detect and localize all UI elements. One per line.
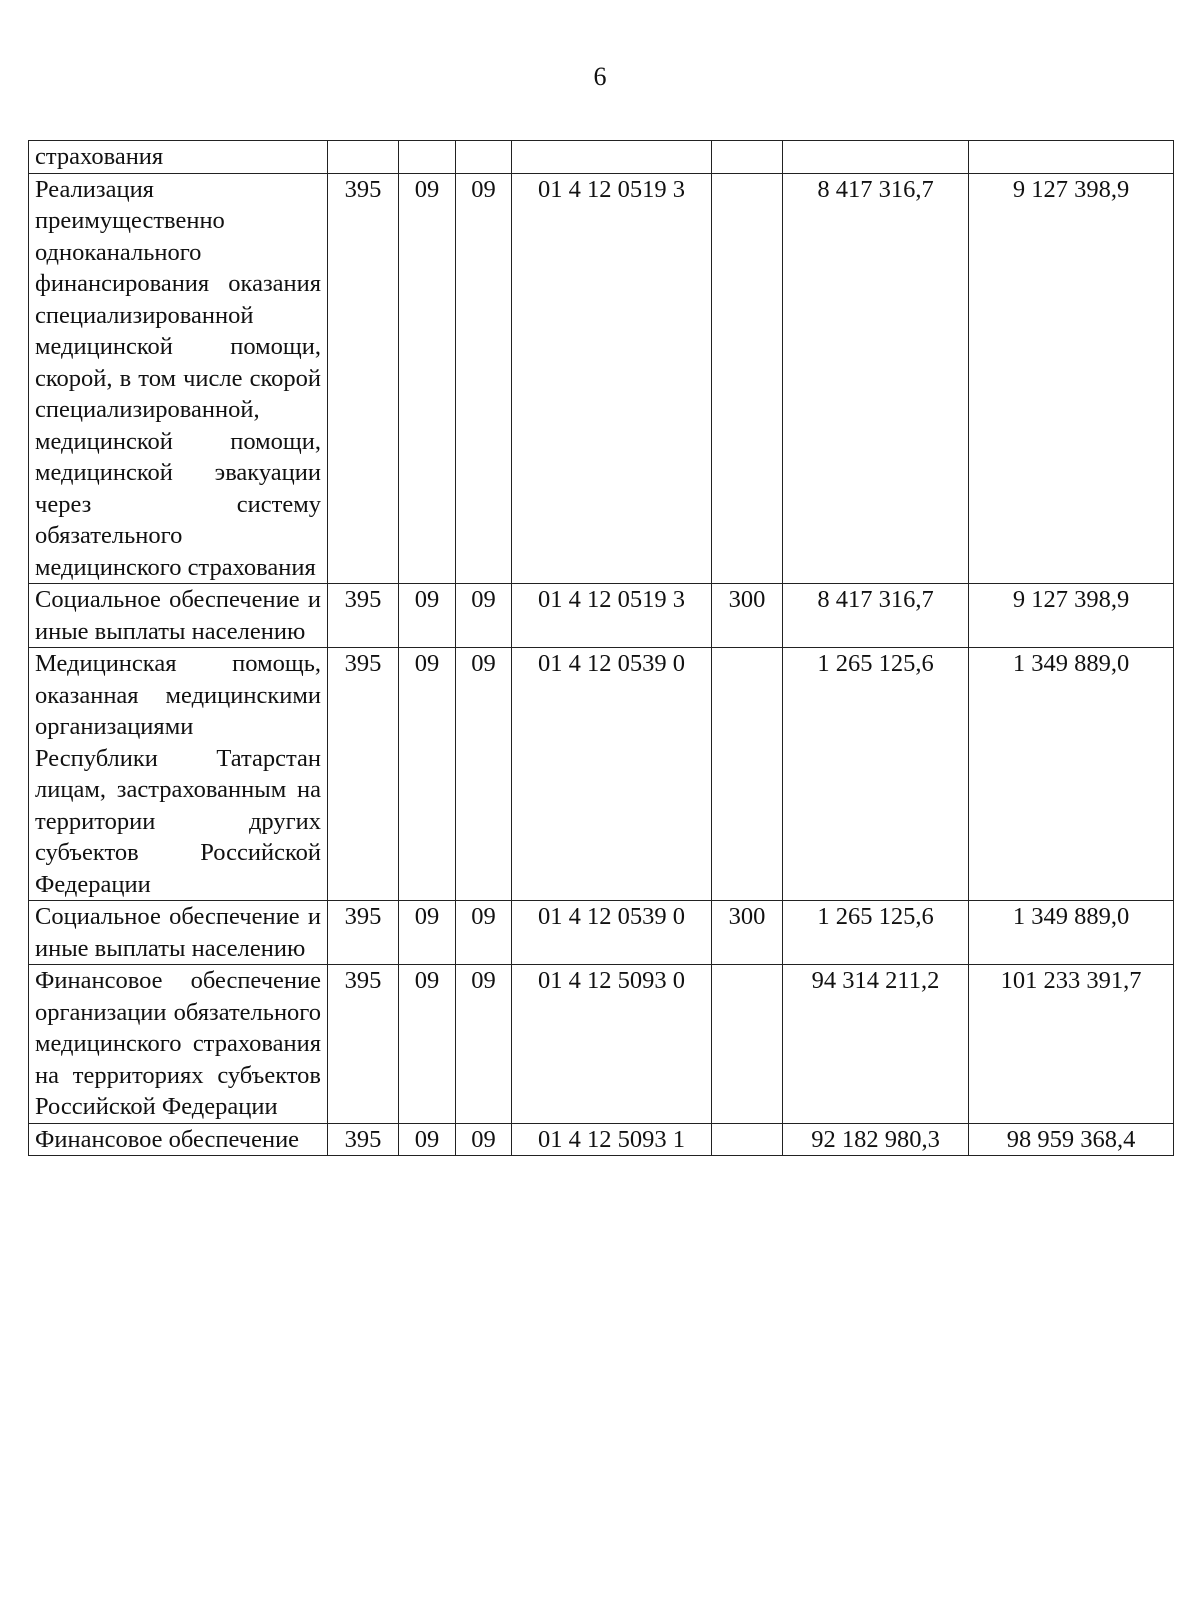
row-target-article-code: 01 4 12 0519 3 — [512, 584, 712, 648]
row-ministry-code: 395 — [328, 965, 399, 1124]
row-amount-year1: 8 417 316,7 — [783, 584, 969, 648]
row-expense-type-code — [712, 648, 783, 901]
row-ministry-code: 395 — [328, 1123, 399, 1156]
row-target-article-code — [512, 141, 712, 174]
row-amount-year2: 9 127 398,9 — [969, 584, 1174, 648]
row-expense-type-code: 300 — [712, 901, 783, 965]
row-amount-year1 — [783, 141, 969, 174]
row-ministry-code: 395 — [328, 584, 399, 648]
row-amount-year1: 1 265 125,6 — [783, 648, 969, 901]
row-ministry-code: 395 — [328, 901, 399, 965]
row-section-code: 09 — [399, 901, 456, 965]
page-number: 6 — [593, 62, 607, 91]
row-subsection-code: 09 — [456, 901, 512, 965]
row-amount-year1: 1 265 125,6 — [783, 901, 969, 965]
row-target-article-code: 01 4 12 0519 3 — [512, 173, 712, 584]
table-row — [29, 901, 1174, 965]
budget-table — [28, 140, 1174, 1156]
row-section-code: 09 — [399, 648, 456, 901]
row-name: Финансовое обеспечение организации обязательного медицинского страхования на территориях субъектов Российской Федерации — [29, 965, 328, 1124]
row-target-article-code: 01 4 12 5093 1 — [512, 1123, 712, 1156]
row-subsection-code: 09 — [456, 173, 512, 584]
table-row — [29, 584, 1174, 648]
row-name: Социальное обеспечение и иные выплаты населению — [29, 901, 328, 965]
row-ministry-code: 395 — [328, 173, 399, 584]
row-expense-type-code: 300 — [712, 584, 783, 648]
row-subsection-code: 09 — [456, 965, 512, 1124]
row-section-code — [399, 141, 456, 174]
row-section-code: 09 — [399, 173, 456, 584]
row-ministry-code — [328, 141, 399, 174]
row-expense-type-code — [712, 141, 783, 174]
row-expense-type-code — [712, 1123, 783, 1156]
row-section-code: 09 — [399, 965, 456, 1124]
row-expense-type-code — [712, 965, 783, 1124]
row-target-article-code: 01 4 12 0539 0 — [512, 901, 712, 965]
table-row — [29, 173, 1174, 584]
row-section-code: 09 — [399, 1123, 456, 1156]
row-amount-year1: 94 314 211,2 — [783, 965, 969, 1124]
row-subsection-code — [456, 141, 512, 174]
row-amount-year2: 101 233 391,7 — [969, 965, 1174, 1124]
row-name: Реализация преимущественно одноканального финансирования оказания специализированной медицинской помощи, скорой, в том числе скорой специализированной, медицинской помощи, медицинской эвакуации через систему обязательного медицинского страхования — [29, 173, 328, 584]
table-row — [29, 141, 1174, 174]
row-amount-year1: 92 182 980,3 — [783, 1123, 969, 1156]
row-amount-year2 — [969, 141, 1174, 174]
row-section-code: 09 — [399, 584, 456, 648]
row-name: Финансовое обеспечение — [29, 1123, 328, 1156]
row-target-article-code: 01 4 12 5093 0 — [512, 965, 712, 1124]
table-row — [29, 1123, 1174, 1156]
row-amount-year1: 8 417 316,7 — [783, 173, 969, 584]
row-amount-year2: 1 349 889,0 — [969, 648, 1174, 901]
row-subsection-code: 09 — [456, 584, 512, 648]
table-row — [29, 648, 1174, 901]
row-target-article-code: 01 4 12 0539 0 — [512, 648, 712, 901]
row-subsection-code: 09 — [456, 648, 512, 901]
row-amount-year2: 1 349 889,0 — [969, 901, 1174, 965]
row-amount-year2: 9 127 398,9 — [969, 173, 1174, 584]
row-expense-type-code — [712, 173, 783, 584]
row-amount-year2: 98 959 368,4 — [969, 1123, 1174, 1156]
row-name: Социальное обеспечение и иные выплаты населению — [29, 584, 328, 648]
row-subsection-code: 09 — [456, 1123, 512, 1156]
row-name: Медицинская помощь, оказанная медицинскими организациями Республики Татарстан лицам, застрахованным на территории других субъектов Российской Федерации — [29, 648, 328, 901]
row-ministry-code: 395 — [328, 648, 399, 901]
row-name: страхования — [29, 141, 328, 174]
table-row — [29, 965, 1174, 1124]
